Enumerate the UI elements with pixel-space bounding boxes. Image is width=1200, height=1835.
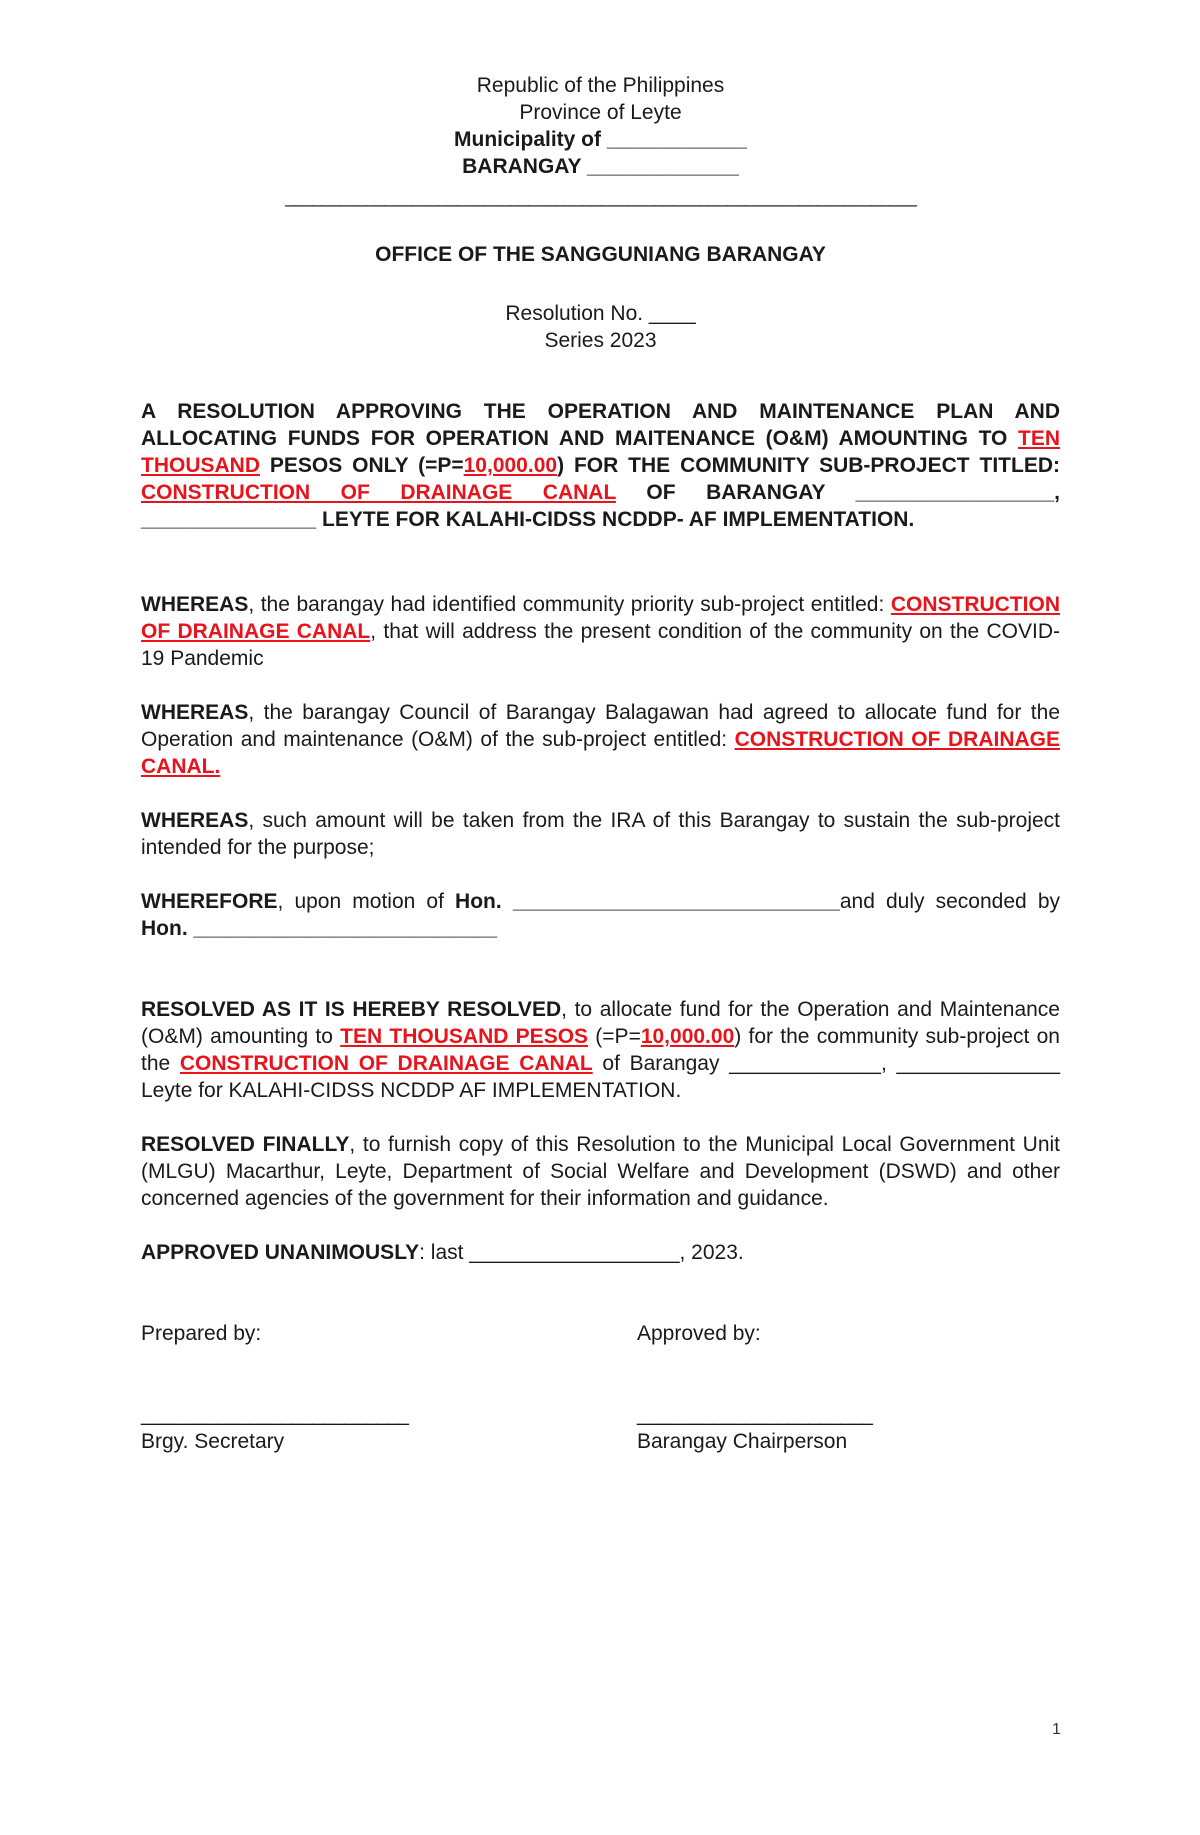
resolved-finally-text: , to furnish copy of this Resolution to the Municipal Local Government Unit (MLGU) Macarthur, Leyte, Department of Social Welfare and Development (DSWD) and other concerned agencies of the government for their information and guidance. <box>141 1133 1060 1210</box>
title-amount-number: 10,000.00 <box>463 454 558 477</box>
resolution-series: Series 2023 <box>544 329 657 352</box>
title-amount-words: TEN THOUSAND <box>141 427 1060 477</box>
resolved-text-2: (=P= <box>588 1025 641 1048</box>
wherefore-text-1: , upon motion of <box>277 890 456 913</box>
approved-lead: APPROVED UNANIMOUSLY <box>141 1241 420 1264</box>
resolution-title <box>141 398 1060 533</box>
header-divider: ______________________________________________________________________ <box>285 187 916 207</box>
title-part-3: ) FOR THE COMMUNITY SUB-PROJECT TITLED: <box>557 454 1060 477</box>
barangay-line: BARANGAY _____________ <box>462 155 739 178</box>
whereas-2-lead: WHEREAS <box>141 701 249 724</box>
whereas-1-text-2: , that will address the present condition of the community on the COVID-19 Pandemic <box>141 620 1060 670</box>
whereas-3-lead: WHEREAS <box>141 809 249 832</box>
wherefore-hon-2: Hon. __________________________ <box>141 917 498 940</box>
approved-by-role: Barangay Chairperson <box>637 1430 848 1453</box>
signature-block <box>141 1320 1060 1470</box>
whereas-1-text-1: , the barangay had identified community priority sub-project entitled: <box>248 593 891 616</box>
resolved-amount-words: TEN THOUSAND PESOS <box>340 1025 589 1048</box>
prepared-by-signature-line: _________________________ <box>141 1403 408 1426</box>
whereas-3-text-1: , such amount will be taken from the IRA of this Barangay to sustain the sub-project intended for the purpose; <box>141 809 1060 859</box>
wherefore-lead: WHEREFORE <box>141 890 278 913</box>
resolution-number-block <box>141 300 1060 354</box>
prepared-by-role: Brgy. Secretary <box>141 1430 285 1453</box>
whereas-paragraph-1 <box>141 591 1060 672</box>
title-part-4: OF BARANGAY _________________, _______________ LEYTE FOR KALAHI-CIDSS NCDDP- AF IMPLEMENTATION. <box>141 481 1060 531</box>
prepared-by-label: Prepared by: <box>141 1322 262 1345</box>
title-part-2: PESOS ONLY (=P= <box>260 454 464 477</box>
letterhead <box>141 72 1060 211</box>
approved-paragraph <box>141 1239 1060 1266</box>
resolved-text-3: ) for the community sub-project on the <box>141 1025 1060 1075</box>
approved-by-signature-line: ______________________ <box>637 1403 872 1426</box>
whereas-2-project: CONSTRUCTION OF DRAINAGE CANAL. <box>141 728 1060 778</box>
whereas-paragraph-3 <box>141 807 1060 861</box>
wherefore-hon-1: Hon. ____________________________ <box>455 890 840 913</box>
republic-line: Republic of the Philippines <box>476 74 725 97</box>
office-title: OFFICE OF THE SANGGUNIANG BARANGAY <box>375 243 826 266</box>
whereas-1-lead: WHEREAS <box>141 593 249 616</box>
wherefore-paragraph <box>141 888 1060 942</box>
province-line: Province of Leyte <box>519 101 682 124</box>
approved-by-label: Approved by: <box>637 1322 761 1345</box>
page-number: 1 <box>1052 1721 1061 1738</box>
municipality-line: Municipality of ____________ <box>454 128 747 151</box>
resolved-project: CONSTRUCTION OF DRAINAGE CANAL <box>179 1052 593 1075</box>
approved-by-column <box>637 1320 872 1455</box>
prepared-by-column <box>141 1320 408 1455</box>
whereas-1-project: CONSTRUCTION OF DRAINAGE CANAL <box>141 593 1060 643</box>
resolved-paragraph <box>141 996 1060 1104</box>
wherefore-text-2: and duly seconded by <box>839 890 1060 913</box>
approved-text: : last __________________, 2023. <box>419 1241 744 1264</box>
resolution-number: Resolution No. ____ <box>505 302 696 325</box>
resolved-text-4: of Barangay _____________, ______________ Leyte for KALAHI-CIDSS NCDDP AF IMPLEMENTATION. <box>141 1052 1060 1102</box>
resolved-finally-lead: RESOLVED FINALLY <box>141 1133 350 1156</box>
resolved-amount-number: 10,000.00 <box>640 1025 735 1048</box>
resolved-lead: RESOLVED AS IT IS HEREBY RESOLVED <box>141 998 562 1021</box>
title-project: CONSTRUCTION OF DRAINAGE CANAL <box>141 481 616 504</box>
title-part-1: A RESOLUTION APPROVING THE OPERATION AND MAINTENANCE PLAN AND ALLOCATING FUNDS FOR OPERATION AND MAITENANCE (O&M) AMOUNTING TO <box>141 400 1060 450</box>
whereas-paragraph-2 <box>141 699 1060 780</box>
whereas-2-text-1: , the barangay Council of Barangay Balagawan had agreed to allocate fund for the Operation and maintenance (O&M) of the sub-project entitled: <box>141 701 1060 751</box>
resolved-text-1: , to allocate fund for the Operation and Maintenance (O&M) amounting to <box>141 998 1060 1048</box>
document-content <box>141 72 1060 1470</box>
resolved-finally-paragraph <box>141 1131 1060 1212</box>
